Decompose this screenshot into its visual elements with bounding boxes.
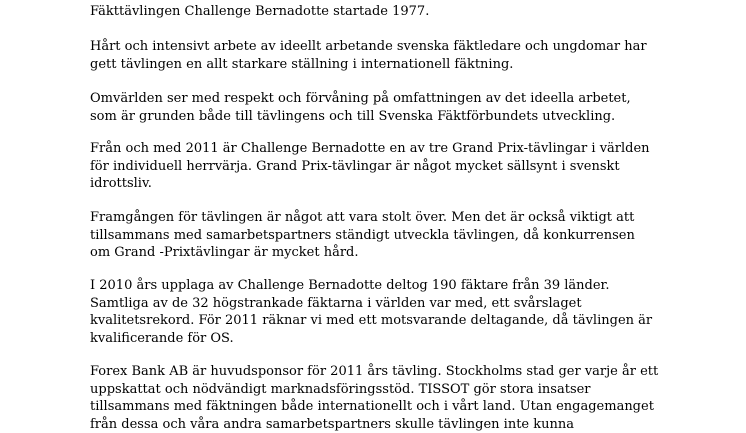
text-line: kvalitetsrekord. För 2011 räknar vi med ett motsvarande deltagande, då tävlingen är — [90, 313, 653, 329]
text-line: Fäkttävlingen Challenge Bernadotte startade 1977. — [90, 4, 430, 19]
paragraph-success — [90, 209, 635, 262]
paragraph-grand-prix — [90, 140, 650, 193]
text-line: som är grunden både till tävlingens och till Svenska Fäktförbundets utveckling. — [90, 108, 616, 124]
text-line: I 2010 års upplaga av Challenge Bernadotte deltog 190 fäktare från 39 länder. — [90, 278, 610, 293]
text-line: tillsammans med fäktningen både internationellt och i vårt land. Utan engagemanget — [90, 399, 654, 415]
text-line: idrottsliv. — [90, 176, 152, 192]
text-line: Framgången för tävlingen är något att vara stolt över. Men det är också viktigt att — [90, 210, 635, 225]
paragraph-2010-edition — [90, 277, 652, 347]
text-line: Omvärlden ser med respekt och förvåning på omfattningen av det ideella arbetet, — [90, 91, 631, 106]
text-line: Hårt och intensivt arbete av ideellt arbetande svenska fäktledare och ungdomar har — [90, 39, 647, 54]
text-line: kvalificerande för OS. — [90, 330, 234, 346]
text-line: Från och med 2011 är Challenge Bernadotte en av tre Grand Prix-tävlingar i världen — [90, 141, 650, 156]
paragraph-start-year — [90, 3, 429, 21]
text-line: för individuell herrvärja. Grand Prix-tävlingar är något mycket sällsynt i svenskt — [90, 158, 620, 174]
paragraph-sponsors — [90, 363, 658, 433]
paragraph-respect — [90, 90, 631, 125]
text-line: Forex Bank AB är huvudsponsor för 2011 års tävling. Stockholms stad ger varje år ett — [90, 364, 659, 379]
text-line: gett tävlingen en allt starkare ställning i internationell fäktning. — [90, 56, 514, 72]
text-line: Samtliga av de 32 högstrankade fäktarna i världen var med, ett svårslaget — [90, 295, 582, 311]
text-line: uppskattat och nödvändigt marknadsföringsstöd. TISSOT gör stora insatser — [90, 381, 591, 397]
text-line: tillsammans med samarbetspartners ständigt utveckla tävlingen, då konkurrensen — [90, 227, 635, 243]
text-line: från dessa och våra andra samarbetspartners skulle tävlingen inte kunna — [90, 416, 575, 432]
paragraph-hard-work — [90, 38, 647, 73]
document-page — [90, 0, 710, 432]
text-line: om Grand -Prixtävlingar är mycket hård. — [90, 245, 359, 261]
